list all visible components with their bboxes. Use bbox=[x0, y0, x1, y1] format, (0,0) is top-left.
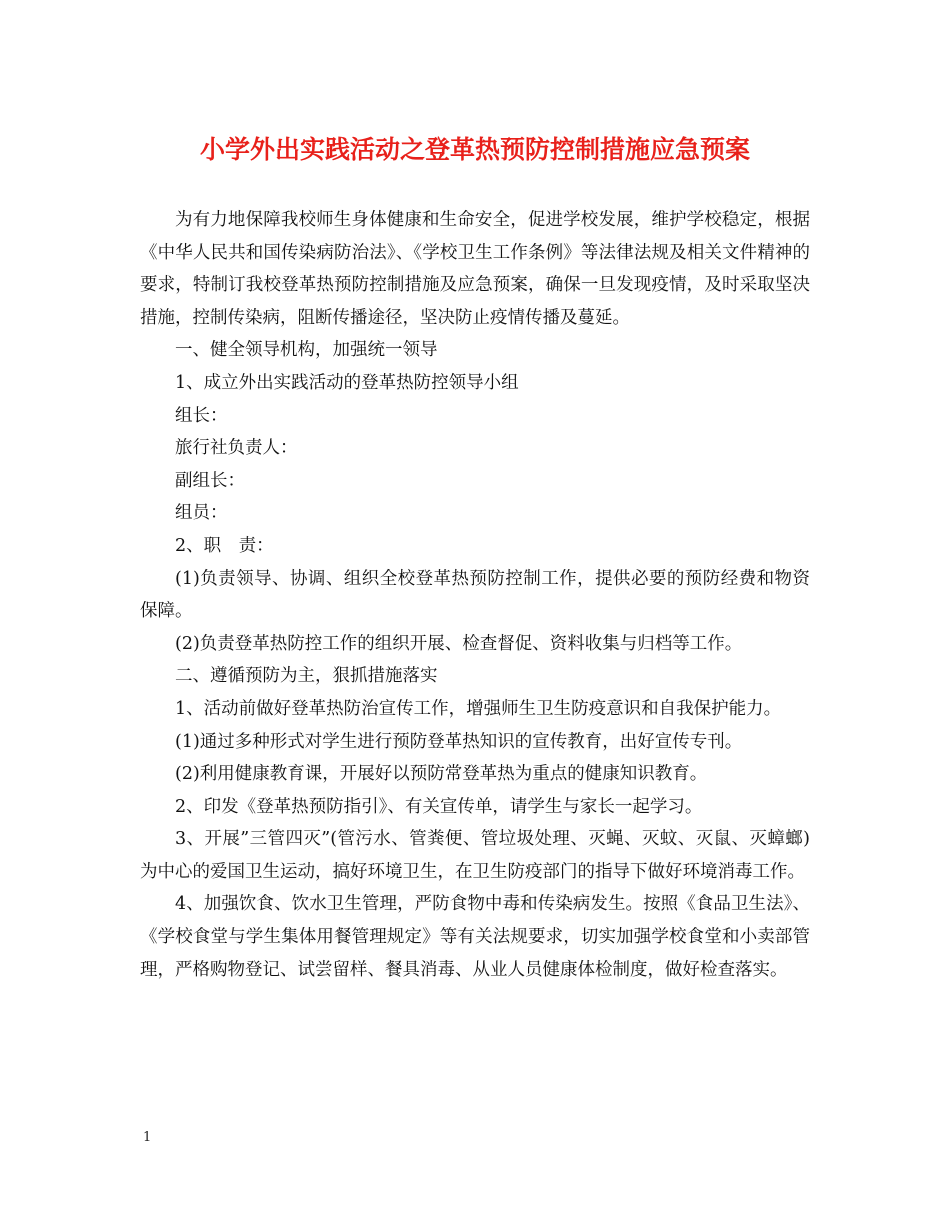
measure-item-4: 4、加强饮食、饮水卫生管理，严防食物中毒和传染病发生。按照《食品卫生法》、《学校食堂与学生集体用餐管理规定》等有关法规要求，切实加强学校食堂和小卖部管理，严格购物登记、试尝留样、餐具消毒、从业人员健康体检制度，做好检查落实。 bbox=[140, 894, 810, 980]
section-heading-1: 一、健全领导机构，加强统一领导 bbox=[175, 340, 438, 361]
section-heading-2: 二、遵循预防为主，狠抓措施落实 bbox=[175, 666, 438, 687]
document-body bbox=[140, 204, 810, 986]
field-members: 组员： bbox=[175, 503, 228, 524]
field-group-leader: 组长： bbox=[175, 405, 228, 426]
document-title: 小学外出实践活动之登革热预防控制措施应急预案 bbox=[199, 135, 750, 164]
duty-item-1: (1)负责领导、协调、组织全校登革热预防控制工作，提供必要的预防经费和物资保障。 bbox=[140, 568, 810, 622]
measure-item-2: 2、印发《登革热预防指引》、有关宣传单，请学生与家长一起学习。 bbox=[175, 796, 703, 817]
paragraph-intro: 为有力地保障我校师生身体健康和生命安全，促进学校发展，维护学校稳定，根据《中华人民共和国传染病防治法》、《学校卫生工作条例》等法律法规及相关文件精神的要求，特制订我校登革热预防控制措施及应急预案，确保一旦发现疫情，及时采取坚决措施，控制传染病，阻断传播途径，坚决防止疫情传播及蔓延。 bbox=[140, 210, 810, 328]
subheading-duties: 2、职 责： bbox=[175, 535, 274, 556]
page-number: 1 bbox=[143, 1130, 152, 1145]
field-deputy-leader: 副组长： bbox=[175, 470, 245, 491]
measure-subitem-1: (1)通过多种形式对学生进行预防登革热知识的宣传教育，出好宣传专刊。 bbox=[175, 731, 743, 752]
measure-item-3: 3、开展”三管四灭”(管污水、管粪便、管垃圾处理、灭蝇、灭蚊、灭鼠、灭蟑螂)为中心的爱国卫生运动，搞好环境卫生，在卫生防疫部门的指导下做好环境消毒工作。 bbox=[140, 829, 810, 882]
field-travel-agency-lead: 旅行社负责人： bbox=[175, 438, 298, 459]
subheading-leadership-group: 1、成立外出实践活动的登革热防控领导小组 bbox=[175, 372, 519, 393]
measure-subitem-2: (2)利用健康教育课，开展好以预防常登革热为重点的健康知识教育。 bbox=[175, 764, 708, 785]
measure-item-1: 1、活动前做好登革热防治宣传工作，增强师生卫生防疫意识和自我保护能力。 bbox=[175, 698, 782, 719]
duty-item-2: (2)负责登革热防控工作的组织开展、检查督促、资料收集与归档等工作。 bbox=[175, 633, 743, 654]
